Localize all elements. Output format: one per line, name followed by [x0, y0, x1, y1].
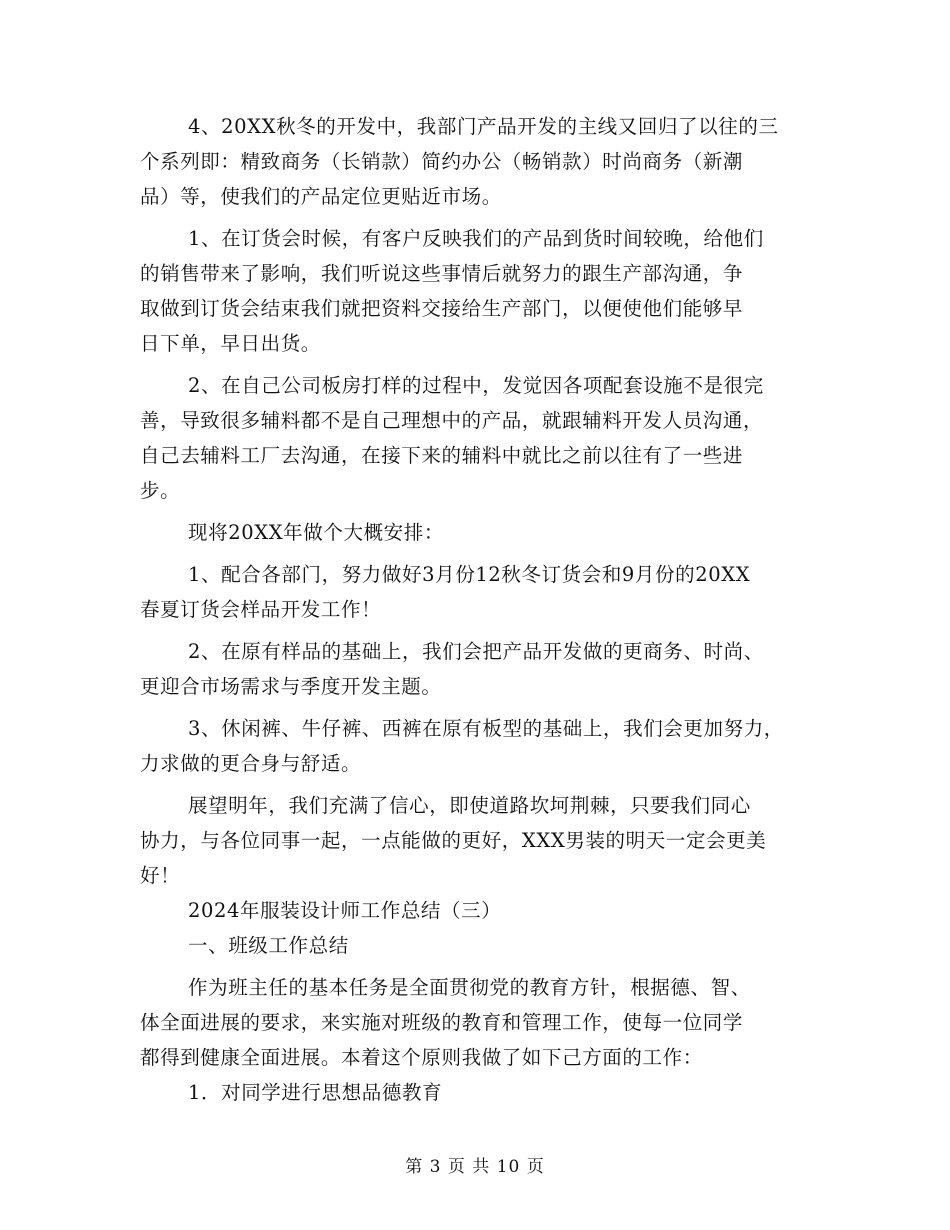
list-item-heading: 1．对同学进行思想品德教育: [188, 1081, 443, 1104]
subsection-heading: 一、班级工作总结: [188, 934, 349, 957]
text-line: 好！: [140, 864, 181, 887]
section-heading: 2024年服装设计师工作总结（三）: [188, 899, 502, 922]
text-line: 2、在原有样品的基础上，我们会把产品开发做的更商务、时尚、: [188, 640, 764, 663]
text-line: 日下单，早日出货。: [140, 332, 321, 355]
text-line: 力求做的更合身与舒适。: [140, 752, 362, 775]
text-line: 都得到健康全面进展。本着这个原则我做了如下己方面的工作：: [140, 1046, 703, 1069]
text-line: 步。: [140, 479, 181, 502]
text-line: 作为班主任的基本任务是全面贯彻党的教育方针，根据德、智、: [188, 976, 751, 999]
text-line: 取做到订货会结束我们就把资料交接给生产部门，以便使他们能够早: [140, 297, 744, 320]
text-line: 2、在自己公司板房打样的过程中，发觉因各项配套设施不是很完: [188, 374, 764, 397]
text-line: 自己去辅料工厂去沟通，在接下来的辅料中就比之前以往有了一些进: [140, 444, 744, 467]
text-line: 1、在订货会时候，有客户反映我们的产品到货时间较晚，给他们: [188, 227, 764, 250]
text-line: 春夏订货会样品开发工作！: [140, 598, 382, 621]
text-line: 4、20XX秋冬的开发中，我部门产品开发的主线又回归了以往的三: [188, 115, 779, 138]
text-line: 展望明年，我们充满了信心，即使道路坎坷荆棘，只要我们同心: [188, 794, 751, 817]
text-line: 体全面进展的要求，来实施对班级的教育和管理工作，使每一位同学: [140, 1011, 744, 1034]
text-line: 1、配合各部门，努力做好3月份12秋冬订货会和9月份的20XX: [188, 563, 751, 586]
text-line: 更迎合市场需求与季度开发主题。: [140, 675, 442, 698]
text-line: 3、休闲裤、牛仔裤、西裤在原有板型的基础上，我们会更加努力，: [188, 717, 784, 740]
page-number-footer: 第 3 页 共 10 页: [405, 1157, 545, 1177]
text-line: 现将20XX年做个大概安排：: [188, 521, 444, 544]
text-line: 协力，与各位同事一起，一点能做的更好，XXX男装的明天一定会更美: [140, 829, 767, 852]
text-line: 的销售带来了影响，我们听说这些事情后就努力的跟生产部沟通，争: [140, 262, 744, 285]
text-line: 品）等，使我们的产品定位更贴近市场。: [140, 185, 502, 208]
text-line: 个系列即：精致商务（长销款）简约办公（畅销款）时尚商务（新潮: [140, 150, 744, 173]
text-line: 善，导致很多辅料都不是自己理想中的产品，就跟辅料开发人员沟通，: [140, 409, 764, 432]
